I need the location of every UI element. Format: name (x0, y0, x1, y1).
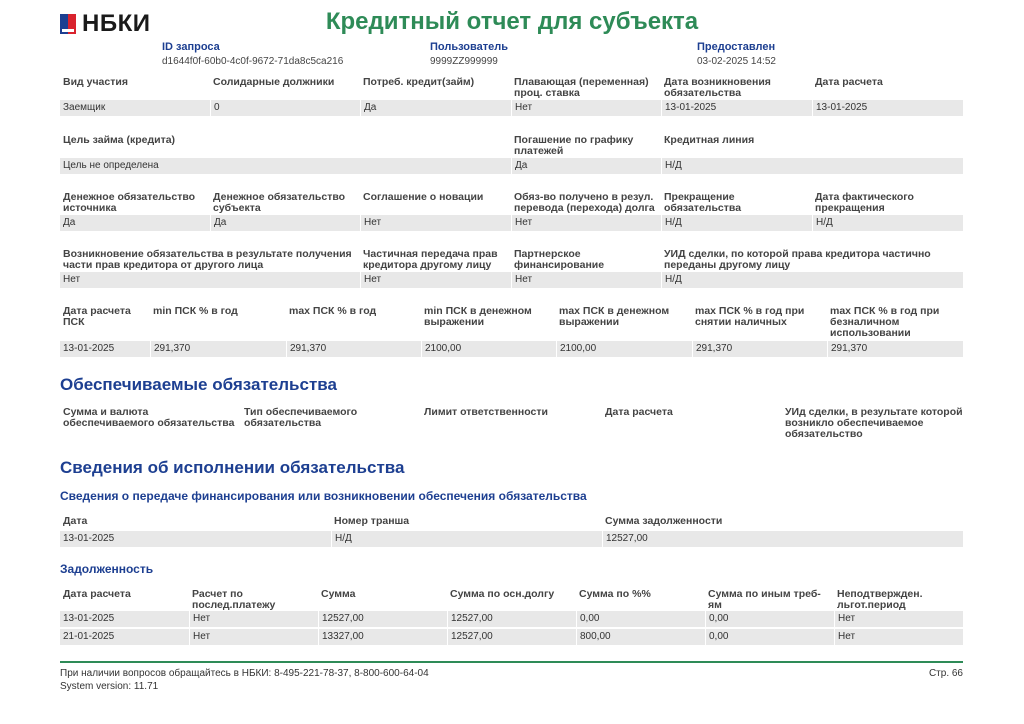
block1-row (60, 100, 963, 116)
debt-cell: 0,00 (705, 611, 834, 627)
psk-header: min ПСК в денежном выражении (424, 305, 532, 328)
debt-cell: 13327,00 (318, 629, 447, 645)
secured-header: Сумма и валюта обеспечиваемого обязательства (63, 406, 235, 429)
block2-header: Погашение по графику платежей (514, 134, 634, 157)
block4-cell: Нет (511, 272, 661, 288)
performance-cell: Н/Д (331, 531, 602, 547)
debt-cell: 12527,00 (447, 629, 576, 645)
block1-cell: Нет (511, 100, 661, 116)
performance-section-title: Сведения об исполнении обязательства (60, 458, 405, 477)
block1-header: Дата расчета (815, 76, 883, 88)
block3-row (60, 215, 963, 231)
block3-cell: Н/Д (812, 215, 963, 231)
performance-header: Дата (63, 515, 88, 527)
debt-header: Сумма (321, 588, 356, 600)
debt-cell: Нет (834, 629, 963, 645)
debt-section-title: Задолженность (60, 562, 154, 576)
block3-cell: Да (210, 215, 360, 231)
block2-cell: Да (511, 158, 661, 174)
block2-header: Цель займа (кредита) (63, 134, 176, 146)
secured-header: Дата расчета (605, 406, 673, 418)
debt-cell: Нет (834, 611, 963, 627)
debt-header: Неподтвержден. льгот.период (837, 588, 923, 611)
footer-page-number: Стр. 66 (928, 668, 963, 679)
user-label: Пользователь (430, 41, 509, 53)
block3-header: Соглашение о новации (363, 191, 484, 203)
debt-cell: Нет (189, 629, 318, 645)
table-row (60, 611, 963, 627)
psk-cell: 13-01-2025 (63, 343, 115, 354)
secured-header: Тип обеспечиваемого обязательства (244, 406, 358, 429)
block1-cell: 13-01-2025 (661, 100, 812, 116)
secured-section-title: Обеспечиваемые обязательства (60, 375, 337, 394)
block4-cell: Н/Д (661, 272, 963, 288)
block2-header: Кредитная линия (664, 134, 755, 146)
debt-cell: 12527,00 (447, 611, 576, 627)
block4-cell: Нет (63, 274, 81, 285)
psk-header: max ПСК % в год при безналичном использовании (830, 305, 940, 339)
performance-cell: 12527,00 (602, 531, 963, 547)
debt-cell: 0,00 (576, 611, 705, 627)
block3-header: Прекращение обязательства (664, 191, 742, 214)
psk-cell: 2100,00 (421, 341, 556, 357)
request-id-value: d1644f0f-60b0-4c0f-9672-71da8c5ca216 (162, 56, 344, 67)
performance-header: Сумма задолженности (605, 515, 723, 527)
debt-header: Сумма по иным треб-ям (708, 588, 821, 611)
psk-cell: 291,370 (286, 341, 421, 357)
block4-header: Частичная передача прав кредитора другому лицу (363, 248, 498, 271)
user-value: 9999ZZ999999 (430, 56, 498, 67)
debt-cell: 0,00 (705, 629, 834, 645)
block2-cell: Цель не определена (63, 160, 159, 171)
block4-cell: Нет (360, 272, 511, 288)
block1-header: Вид участия (63, 76, 128, 88)
psk-row (60, 341, 963, 357)
logo-text: НБКИ (82, 10, 151, 37)
psk-cell: 291,370 (150, 341, 286, 357)
block3-cell: Нет (360, 215, 511, 231)
footer-contact: При наличии вопросов обращайтесь в НБКИ: 8-495-221-78-37, 8-800-600-64-04 (60, 668, 429, 679)
block1-cell: Да (360, 100, 511, 116)
psk-cell: 2100,00 (556, 341, 692, 357)
block3-cell: Нет (511, 215, 661, 231)
debt-header: Сумма по %% (579, 588, 651, 600)
provided-value: 03-02-2025 14:52 (697, 56, 776, 67)
block1-header: Дата возникновения обязательства (664, 76, 771, 99)
block1-cell: 13-01-2025 (812, 100, 963, 116)
block3-header: Денежное обязательство субъекта (213, 191, 346, 214)
debt-header: Сумма по осн.долгу (450, 588, 555, 600)
block1-cell: Заемщик (63, 102, 106, 113)
block3-header: Денежное обязательство источника (63, 191, 196, 214)
block4-header: Партнерское финансирование (514, 248, 605, 271)
block3-header: Дата фактического прекращения (815, 191, 914, 214)
block1-header: Потреб. кредит(займ) (363, 76, 475, 88)
block2-row (60, 158, 963, 174)
performance-row (60, 531, 963, 547)
debt-cell: 12527,00 (318, 611, 447, 627)
debt-header: Дата расчета (63, 588, 131, 600)
table-row (60, 629, 963, 645)
psk-cell: 291,370 (827, 341, 963, 357)
block1-header: Солидарные должники (213, 76, 335, 88)
block4-header: Возникновение обязательства в результате получения части прав кредитора от другого лица (63, 248, 352, 271)
footer-divider (60, 661, 963, 663)
request-id-label: ID запроса (162, 41, 220, 53)
page-title: Кредитный отчет для субъекта (325, 8, 699, 35)
psk-header: min ПСК % в год (153, 305, 238, 317)
block1-cell: 0 (210, 100, 360, 116)
debt-cell: 21-01-2025 (63, 631, 115, 642)
psk-header: max ПСК % в год (289, 305, 377, 317)
footer-version: System version: 11.71 (60, 681, 159, 692)
psk-header: Дата расчета ПСК (63, 305, 131, 328)
debt-cell: Нет (189, 611, 318, 627)
debt-header: Расчет по послед.платежу (192, 588, 276, 611)
provided-label: Предоставлен (697, 41, 776, 53)
block3-header: Обяз-во получено в резул. перевода (перехода) долга (514, 191, 655, 214)
performance-cell: 13-01-2025 (63, 533, 115, 544)
block4-header: УИД сделки, по которой права кредитора частично переданы другому лицу (664, 248, 931, 271)
psk-header: max ПСК в денежном выражении (559, 305, 670, 328)
block4-row (60, 272, 963, 288)
psk-cell: 291,370 (692, 341, 827, 357)
block3-cell: Да (63, 217, 76, 228)
performance-header: Номер транша (334, 515, 410, 527)
block1-header: Плавающая (переменная) проц. ставка (514, 76, 649, 99)
secured-header: УИд сделки, в результате которой возникло обеспечиваемое обязательство (785, 406, 963, 440)
block2-cell: Н/Д (661, 158, 963, 174)
performance-subtitle: Сведения о передаче финансирования или возникновении обеспечения обязательства (60, 489, 587, 503)
psk-header: max ПСК % в год при снятии наличных (695, 305, 805, 328)
secured-header: Лимит ответственности (424, 406, 548, 418)
debt-cell: 800,00 (576, 629, 705, 645)
block3-cell: Н/Д (661, 215, 812, 231)
debt-cell: 13-01-2025 (63, 613, 115, 624)
